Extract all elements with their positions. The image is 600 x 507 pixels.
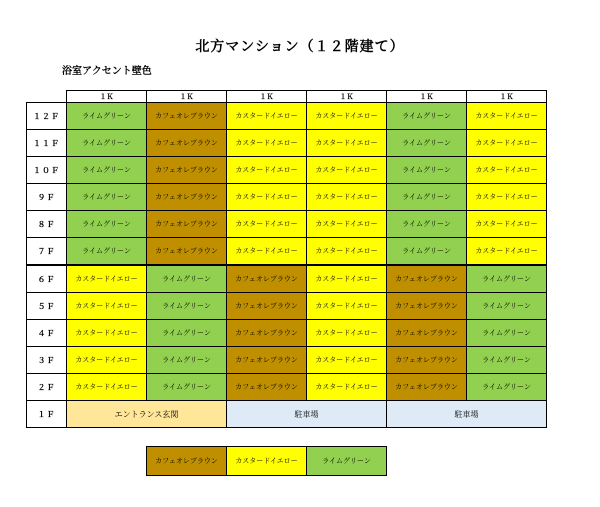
color-cell: カスタードイエロー xyxy=(307,184,387,211)
color-cell: カフェオレブラウン xyxy=(387,293,467,320)
floor-label: ４Ｆ xyxy=(27,320,67,347)
parking-cell-1: 駐車場 xyxy=(227,401,387,428)
color-cell: カフェオレブラウン xyxy=(227,347,307,374)
color-cell: カスタードイエロー xyxy=(227,103,307,130)
color-cell: カフェオレブラウン xyxy=(227,374,307,401)
color-cell: カフェオレブラウン xyxy=(147,103,227,130)
color-cell: ライムグリーン xyxy=(147,265,227,293)
color-cell: ライムグリーン xyxy=(467,265,547,293)
color-cell: カフェオレブラウン xyxy=(147,130,227,157)
color-cell: カスタードイエロー xyxy=(307,293,387,320)
floor-label: ３Ｆ xyxy=(27,347,67,374)
parking-cell-2: 駐車場 xyxy=(387,401,547,428)
floor-row xyxy=(27,347,547,374)
floor-label: １Ｆ xyxy=(27,401,67,428)
color-cell: カスタードイエロー xyxy=(67,374,147,401)
color-cell: ライムグリーン xyxy=(147,347,227,374)
color-cell: カフェオレブラウン xyxy=(387,347,467,374)
color-cell: ライムグリーン xyxy=(387,157,467,184)
color-cell: カフェオレブラウン xyxy=(387,265,467,293)
floor-row xyxy=(27,103,547,130)
color-cell: カスタードイエロー xyxy=(307,320,387,347)
color-legend xyxy=(146,446,387,476)
color-cell: カスタードイエロー xyxy=(467,211,547,238)
color-cell: ライムグリーン xyxy=(67,157,147,184)
color-cell: カスタードイエロー xyxy=(67,347,147,374)
color-cell: ライムグリーン xyxy=(467,320,547,347)
floor-label: １１Ｆ xyxy=(27,130,67,157)
color-cell: カスタードイエロー xyxy=(307,374,387,401)
color-cell: ライムグリーン xyxy=(467,374,547,401)
color-cell: カスタードイエロー xyxy=(307,157,387,184)
color-cell: カスタードイエロー xyxy=(227,184,307,211)
color-cell: ライムグリーン xyxy=(387,184,467,211)
color-cell: カフェオレブラウン xyxy=(227,293,307,320)
color-cell: カスタードイエロー xyxy=(67,293,147,320)
color-cell: カスタードイエロー xyxy=(67,265,147,293)
color-cell: ライムグリーン xyxy=(387,238,467,266)
floor-row xyxy=(27,238,547,266)
color-cell: カスタードイエロー xyxy=(67,320,147,347)
floor-label: ６Ｆ xyxy=(27,265,67,293)
floor-row xyxy=(27,211,547,238)
color-cell: カフェオレブラウン xyxy=(147,157,227,184)
header-corner xyxy=(27,91,67,103)
color-cell: ライムグリーン xyxy=(147,320,227,347)
color-cell: カスタードイエロー xyxy=(467,103,547,130)
color-cell: ライムグリーン xyxy=(387,103,467,130)
color-cell: カスタードイエロー xyxy=(227,211,307,238)
floor-row xyxy=(27,157,547,184)
color-cell: カスタードイエロー xyxy=(307,130,387,157)
color-grid xyxy=(26,90,547,428)
legend-lime: ライムグリーン xyxy=(307,447,387,476)
floor-row xyxy=(27,374,547,401)
legend-cafe: カフェオレブラウン xyxy=(147,447,227,476)
floor-label: １２Ｆ xyxy=(27,103,67,130)
color-cell: ライムグリーン xyxy=(67,103,147,130)
color-cell: カスタードイエロー xyxy=(307,103,387,130)
color-cell: カスタードイエロー xyxy=(467,184,547,211)
floor-row xyxy=(27,265,547,293)
color-cell: カスタードイエロー xyxy=(467,157,547,184)
floor-label: ７Ｆ xyxy=(27,238,67,266)
floor-label: ５Ｆ xyxy=(27,293,67,320)
color-cell: ライムグリーン xyxy=(147,374,227,401)
floor-label: ９Ｆ xyxy=(27,184,67,211)
unit-type-header: １Ｋ xyxy=(227,91,307,103)
color-cell: カスタードイエロー xyxy=(307,211,387,238)
unit-type-header: １Ｋ xyxy=(467,91,547,103)
color-cell: ライムグリーン xyxy=(467,347,547,374)
color-cell: カフェオレブラウン xyxy=(227,320,307,347)
color-cell: カフェオレブラウン xyxy=(147,238,227,266)
header-row xyxy=(27,91,547,103)
unit-type-header: １Ｋ xyxy=(387,91,467,103)
legend-custard: カスタードイエロー xyxy=(227,447,307,476)
color-cell: カスタードイエロー xyxy=(467,130,547,157)
unit-type-header: １Ｋ xyxy=(67,91,147,103)
color-cell: カスタードイエロー xyxy=(307,347,387,374)
entrance-cell: エントランス玄関 xyxy=(67,401,227,428)
page-subtitle: 浴室アクセント壁色 xyxy=(62,66,152,77)
floor-row xyxy=(27,184,547,211)
color-cell: カスタードイエロー xyxy=(467,238,547,266)
color-cell: カスタードイエロー xyxy=(227,157,307,184)
floor-label: ８Ｆ xyxy=(27,211,67,238)
ground-floor-row xyxy=(27,401,547,428)
color-cell: ライムグリーン xyxy=(147,293,227,320)
color-cell: カフェオレブラウン xyxy=(387,320,467,347)
floor-row xyxy=(27,320,547,347)
color-cell: ライムグリーン xyxy=(67,238,147,266)
unit-type-header: １Ｋ xyxy=(307,91,387,103)
color-cell: カスタードイエロー xyxy=(227,130,307,157)
floor-label: ２Ｆ xyxy=(27,374,67,401)
color-cell: カスタードイエロー xyxy=(227,238,307,266)
color-cell: カフェオレブラウン xyxy=(387,374,467,401)
color-cell: ライムグリーン xyxy=(387,211,467,238)
floor-row xyxy=(27,130,547,157)
color-cell: カフェオレブラウン xyxy=(227,265,307,293)
color-cell: カスタードイエロー xyxy=(307,265,387,293)
color-cell: カフェオレブラウン xyxy=(147,184,227,211)
color-cell: ライムグリーン xyxy=(387,130,467,157)
color-cell: ライムグリーン xyxy=(67,211,147,238)
color-cell: ライムグリーン xyxy=(67,184,147,211)
color-cell: ライムグリーン xyxy=(67,130,147,157)
color-cell: カフェオレブラウン xyxy=(147,211,227,238)
color-cell: カスタードイエロー xyxy=(307,238,387,266)
page-title: 北方マンション（１２階建て） xyxy=(195,39,405,55)
color-cell: ライムグリーン xyxy=(467,293,547,320)
floor-label: １０Ｆ xyxy=(27,157,67,184)
floor-row xyxy=(27,293,547,320)
unit-type-header: １Ｋ xyxy=(147,91,227,103)
